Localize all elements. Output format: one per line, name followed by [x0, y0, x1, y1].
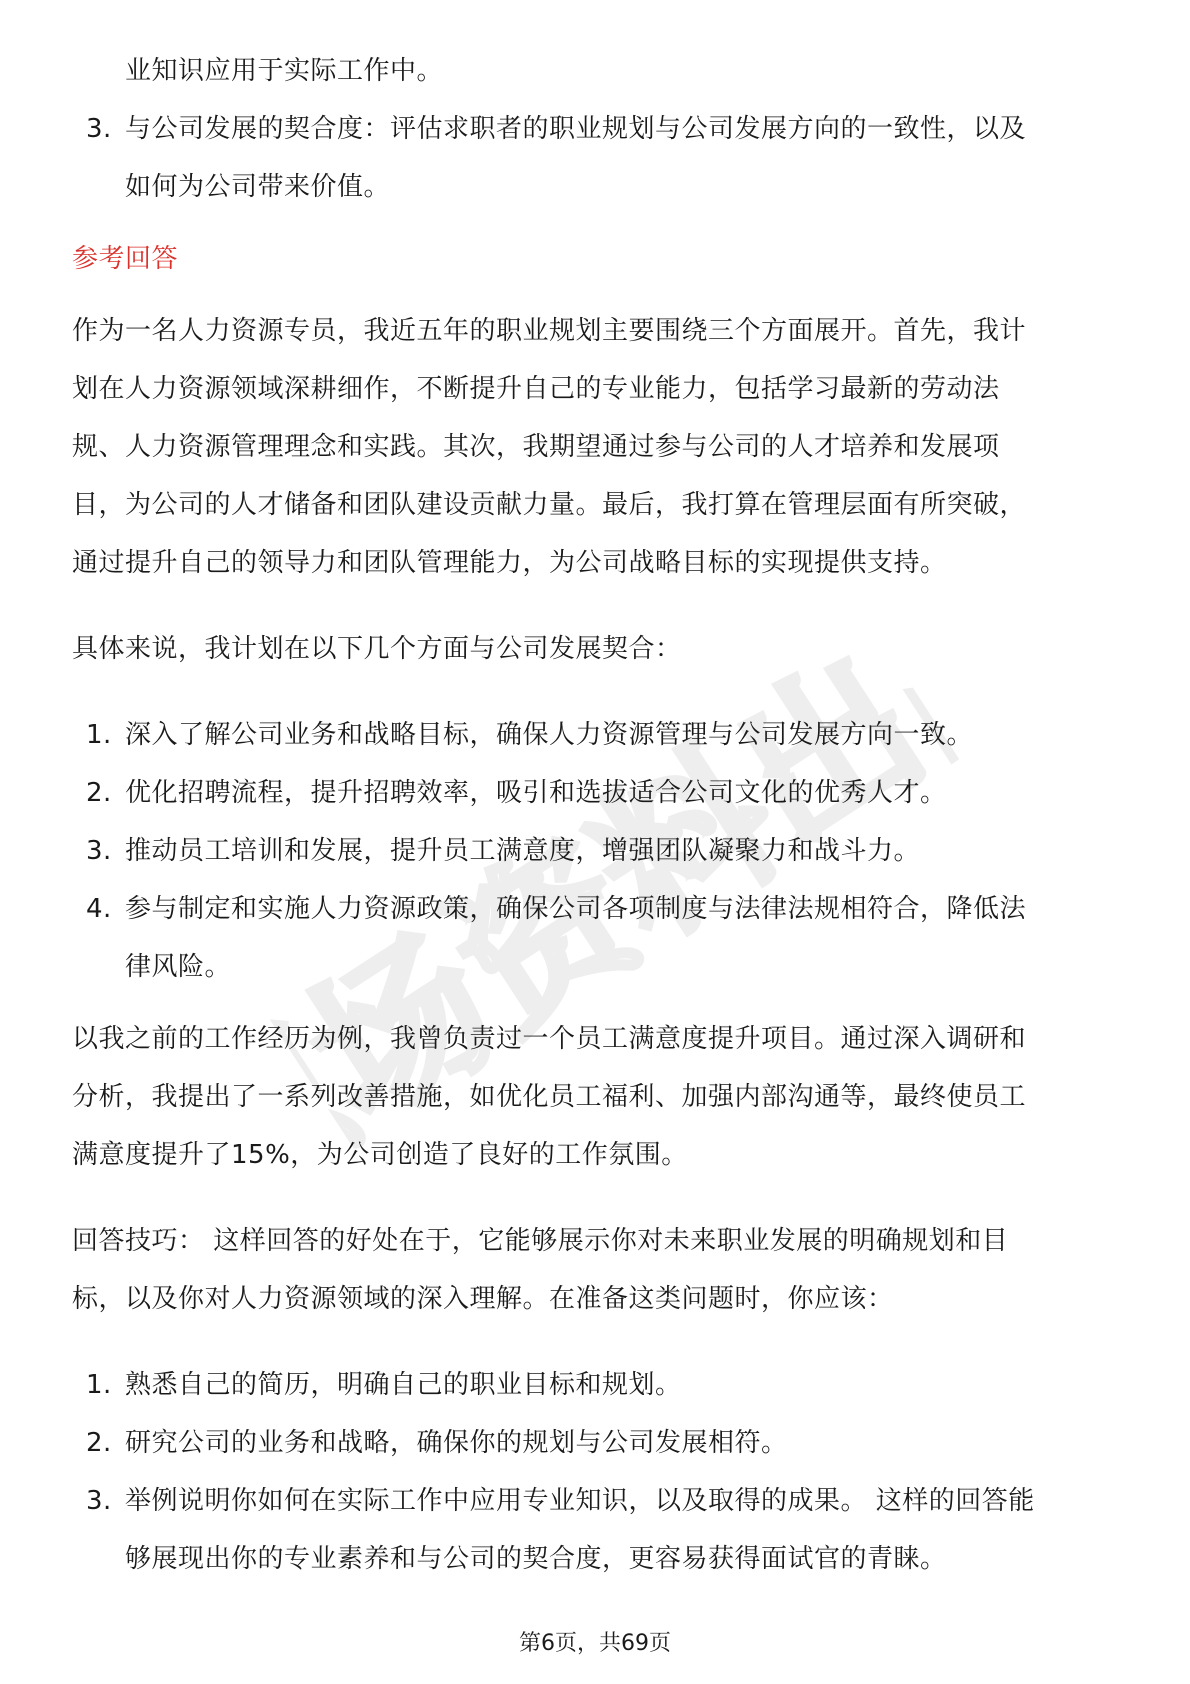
list-item-line: 优化招聘流程，提升招聘效率，吸引和选拔适合公司文化的优秀人才。 — [125, 778, 947, 808]
experience-paragraph — [72, 1010, 1122, 1184]
paragraph-line: 满意度提升了15%，为公司创造了良好的工作氛围。 — [72, 1140, 688, 1170]
paragraph-line: 作为一名人力资源专员，我近五年的职业规划主要围绕三个方面展开。首先，我计 — [72, 316, 1027, 346]
spacer — [72, 1342, 1122, 1356]
paragraph-line: 规、人力资源管理理念和实践。其次，我期望通过参与公司的人才培养和发展项 — [72, 432, 1000, 462]
paragraph-line: 划在人力资源领域深耕细作，不断提升自己的专业能力，包括学习最新的劳动法 — [72, 374, 1000, 404]
paragraph-line: 回答技巧： 这样回答的好处在于，它能够展示你对未来职业发展的明确规划和目 — [72, 1226, 1009, 1256]
list-item — [72, 100, 1122, 216]
list-number: 2. — [86, 778, 112, 808]
watermark-text: 职场资料出品 — [242, 584, 988, 1196]
document-body — [72, 42, 1122, 1588]
list-item-line: 研究公司的业务和战略，确保你的规划与公司发展相符。 — [125, 1428, 788, 1458]
list-item — [72, 706, 1122, 764]
list-number: 3. — [86, 114, 112, 144]
list-number: 3. — [86, 1486, 112, 1516]
tips-list — [72, 1356, 1122, 1588]
list-number: 4. — [86, 894, 112, 924]
paragraph-line: 目，为公司的人才储备和团队建设贡献力量。最后，我打算在管理层面有所突破， — [72, 490, 1027, 520]
page-number: 第6页，共69页 — [519, 1631, 671, 1656]
paragraph-line: 标，以及你对人力资源领域的深入理解。在准备这类问题时，你应该： — [72, 1284, 894, 1314]
list-item-line: 举例说明你如何在实际工作中应用专业知识，以及取得的成果。 这样的回答能 — [125, 1486, 1035, 1516]
list-item — [72, 1356, 1122, 1414]
list-item-line: 与公司发展的契合度：评估求职者的职业规划与公司发展方向的一致性，以及 — [125, 114, 1027, 144]
list-item — [72, 1414, 1122, 1472]
list-item — [72, 822, 1122, 880]
criteria-list — [72, 100, 1122, 216]
spacer — [72, 1198, 1122, 1212]
paragraph-line: 通过提升自己的领导力和团队管理能力，为公司战略目标的实现提供支持。 — [72, 548, 947, 578]
list-item — [72, 764, 1122, 822]
answer-paragraph — [72, 302, 1122, 592]
spacer — [72, 692, 1122, 706]
spacer — [72, 996, 1122, 1010]
list-item-line: 参与制定和实施人力资源政策，确保公司各项制度与法律法规相符合，降低法 — [125, 894, 1027, 924]
list-number: 1. — [86, 1370, 112, 1400]
continued-list-text: 业知识应用于实际工作中。 — [125, 56, 444, 86]
list-item-line: 够展现出你的专业素养和与公司的契合度，更容易获得面试官的青睐。 — [125, 1544, 947, 1574]
list-item-line: 熟悉自己的简历，明确自己的职业目标和规划。 — [125, 1370, 682, 1400]
list-item — [72, 1472, 1122, 1588]
list-number: 2. — [86, 1428, 112, 1458]
list-number: 1. — [86, 720, 112, 750]
spacer — [72, 606, 1122, 620]
list-item — [72, 880, 1122, 996]
list-item-line: 律风险。 — [125, 952, 232, 982]
paragraph-line: 以我之前的工作经历为例，我曾负责过一个员工满意度提升项目。通过深入调研和 — [72, 1024, 1027, 1054]
list-item-line: 如何为公司带来价值。 — [125, 172, 391, 202]
list-item-line: 深入了解公司业务和战略目标，确保人力资源管理与公司发展方向一致。 — [125, 720, 974, 750]
list-item-line: 推动员工培训和发展，提升员工满意度，增强团队凝聚力和战斗力。 — [125, 836, 921, 866]
list-number: 3. — [86, 836, 112, 866]
tips-paragraph — [72, 1212, 1122, 1328]
plan-intro-paragraph: 具体来说，我计划在以下几个方面与公司发展契合： — [72, 634, 682, 664]
plan-list — [72, 706, 1122, 996]
section-heading: 参考回答 — [72, 244, 179, 274]
paragraph-line: 分析，我提出了一系列改善措施，如优化员工福利、加强内部沟通等，最终使员工 — [72, 1082, 1027, 1112]
